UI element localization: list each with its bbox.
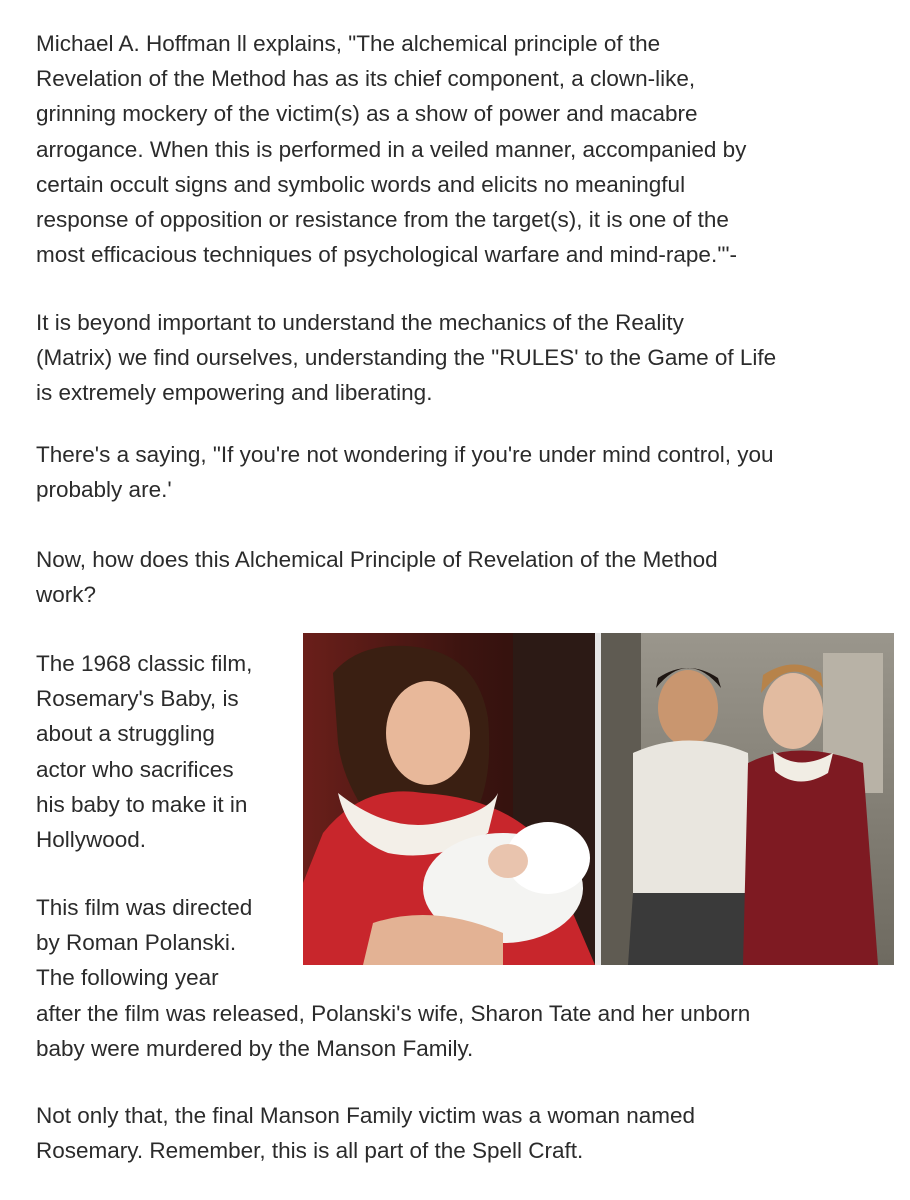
- text-line: actor who sacrifices: [36, 756, 234, 782]
- text-line: his baby to make it in: [36, 791, 248, 817]
- paragraph-matrix: [36, 305, 776, 411]
- text-line: Michael A. Hoffman ll explains, "The alchemical principle of the: [36, 31, 661, 56]
- text-line: Not only that, the final Manson Family victim was a woman named: [36, 1103, 696, 1128]
- left-photo-mother-with-baby: [303, 633, 595, 965]
- text-line: is extremely empowering and liberating.: [36, 380, 433, 406]
- text-line: about a struggling: [36, 721, 215, 747]
- text-line: Rosemary's Baby, is: [36, 686, 239, 712]
- text-line: (Matrix) we find ourselves, understanding the "RULES' to the Game of Life: [36, 345, 777, 371]
- right-photo-film-still: [601, 633, 894, 965]
- text-line: arrogance. When this is performed in a veiled manner, accompanied by: [36, 136, 747, 162]
- text-line: Revelation of the Method has as its chief component, a clown-like,: [36, 66, 696, 92]
- text-line: most efficacious techniques of psychological warfare and mind-rape.'"-: [36, 242, 737, 268]
- paragraph-hoffman-quote: [36, 26, 746, 272]
- text-line: probably are.': [36, 477, 172, 503]
- text-line: certain occult signs and symbolic words and elicits no meaningful: [36, 171, 686, 197]
- text-line: response of opposition or resistance from the target(s), it is one of the: [36, 207, 729, 233]
- text-line: Now, how does this Alchemical Principle of Revelation of the Method: [36, 547, 718, 572]
- text-line: Hollywood.: [36, 827, 147, 853]
- text-line: baby were murdered by the Manson Family.: [36, 1035, 474, 1061]
- text-line: It is beyond important to understand the mechanics of the Reality: [36, 310, 684, 335]
- text-line: after the film was released, Polanski's wife, Sharon Tate and her unborn: [36, 1000, 751, 1026]
- text-line: Rosemary. Remember, this is all part of the Spell Craft.: [36, 1138, 584, 1164]
- text-line: The 1968 classic film,: [36, 651, 253, 676]
- paragraph-question: [36, 542, 718, 612]
- text-line: There's a saying, "If you're not wondering if you're under mind control, you: [36, 442, 774, 467]
- text-line: work?: [36, 582, 97, 608]
- text-line: This film was directed: [36, 895, 253, 920]
- comparison-photo: [303, 633, 894, 965]
- text-line: The following year: [36, 965, 219, 991]
- text-line: by Roman Polanski.: [36, 930, 237, 956]
- paragraph-saying: [36, 437, 774, 507]
- text-line: grinning mockery of the victim(s) as a show of power and macabre: [36, 101, 698, 127]
- paragraph-film: [36, 646, 252, 857]
- paragraph-rosemary: [36, 1098, 695, 1168]
